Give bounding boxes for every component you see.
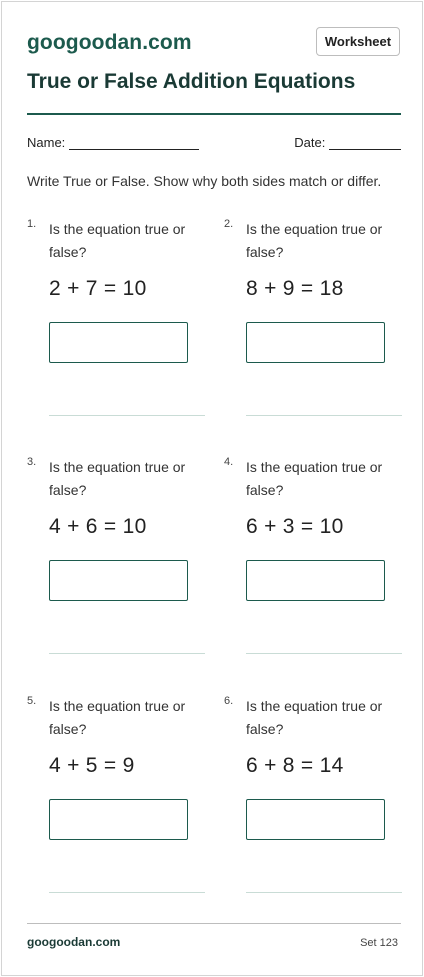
problem-equation: 8 + 9 = 18 — [246, 277, 344, 300]
work-line[interactable] — [246, 415, 402, 416]
problem-card — [224, 456, 402, 656]
worksheet-badge: Worksheet — [316, 27, 400, 56]
answer-box[interactable] — [246, 799, 385, 840]
problem-equation: 6 + 8 = 14 — [246, 754, 344, 777]
problem-equation: 2 + 7 = 10 — [49, 277, 147, 300]
worksheet-page — [1, 1, 423, 976]
answer-box[interactable] — [49, 799, 188, 840]
footer-divider — [27, 923, 401, 924]
problem-card — [27, 695, 205, 895]
name-blank-line[interactable] — [69, 137, 199, 150]
footer-site[interactable]: googoodan.com — [27, 935, 121, 949]
problem-equation: 4 + 5 = 9 — [49, 754, 135, 777]
answer-box[interactable] — [246, 322, 385, 363]
problem-number: 5. — [27, 695, 37, 707]
problem-number: 3. — [27, 456, 37, 468]
title-divider — [27, 113, 401, 115]
problem-question: Is the equation true or false? — [246, 221, 383, 260]
problem-number: 6. — [224, 695, 234, 707]
work-line[interactable] — [246, 892, 402, 893]
problem-question: Is the equation true or false? — [49, 698, 186, 737]
work-line[interactable] — [49, 653, 205, 654]
answer-box[interactable] — [49, 322, 188, 363]
problem-card — [27, 218, 205, 418]
page-title: True or False Addition Equations — [27, 70, 356, 93]
problem-question: Is the equation true or false? — [246, 459, 383, 498]
work-line[interactable] — [49, 892, 205, 893]
problem-card — [224, 695, 402, 895]
problem-question: Is the equation true or false? — [49, 459, 186, 498]
work-line[interactable] — [246, 653, 402, 654]
instructions-text: Write True or False. Show why both sides match or differ. — [27, 173, 382, 189]
problem-equation: 4 + 6 = 10 — [49, 515, 147, 538]
name-field[interactable] — [27, 135, 199, 150]
problem-equation: 6 + 3 = 10 — [246, 515, 344, 538]
answer-box[interactable] — [246, 560, 385, 601]
date-label: Date: — [294, 135, 326, 150]
date-field[interactable] — [294, 135, 401, 150]
problem-question: Is the equation true or false? — [246, 698, 383, 737]
problem-card — [27, 456, 205, 656]
problem-card — [224, 218, 402, 418]
date-blank-line[interactable] — [329, 137, 401, 150]
problem-number: 4. — [224, 456, 234, 468]
work-line[interactable] — [49, 415, 205, 416]
brand-logo-text[interactable]: googoodan.com — [27, 31, 192, 54]
problem-question: Is the equation true or false? — [49, 221, 186, 260]
name-label: Name: — [27, 135, 66, 150]
problem-number: 2. — [224, 218, 234, 230]
footer-set-label: Set 123 — [360, 937, 398, 949]
problem-number: 1. — [27, 218, 37, 230]
answer-box[interactable] — [49, 560, 188, 601]
